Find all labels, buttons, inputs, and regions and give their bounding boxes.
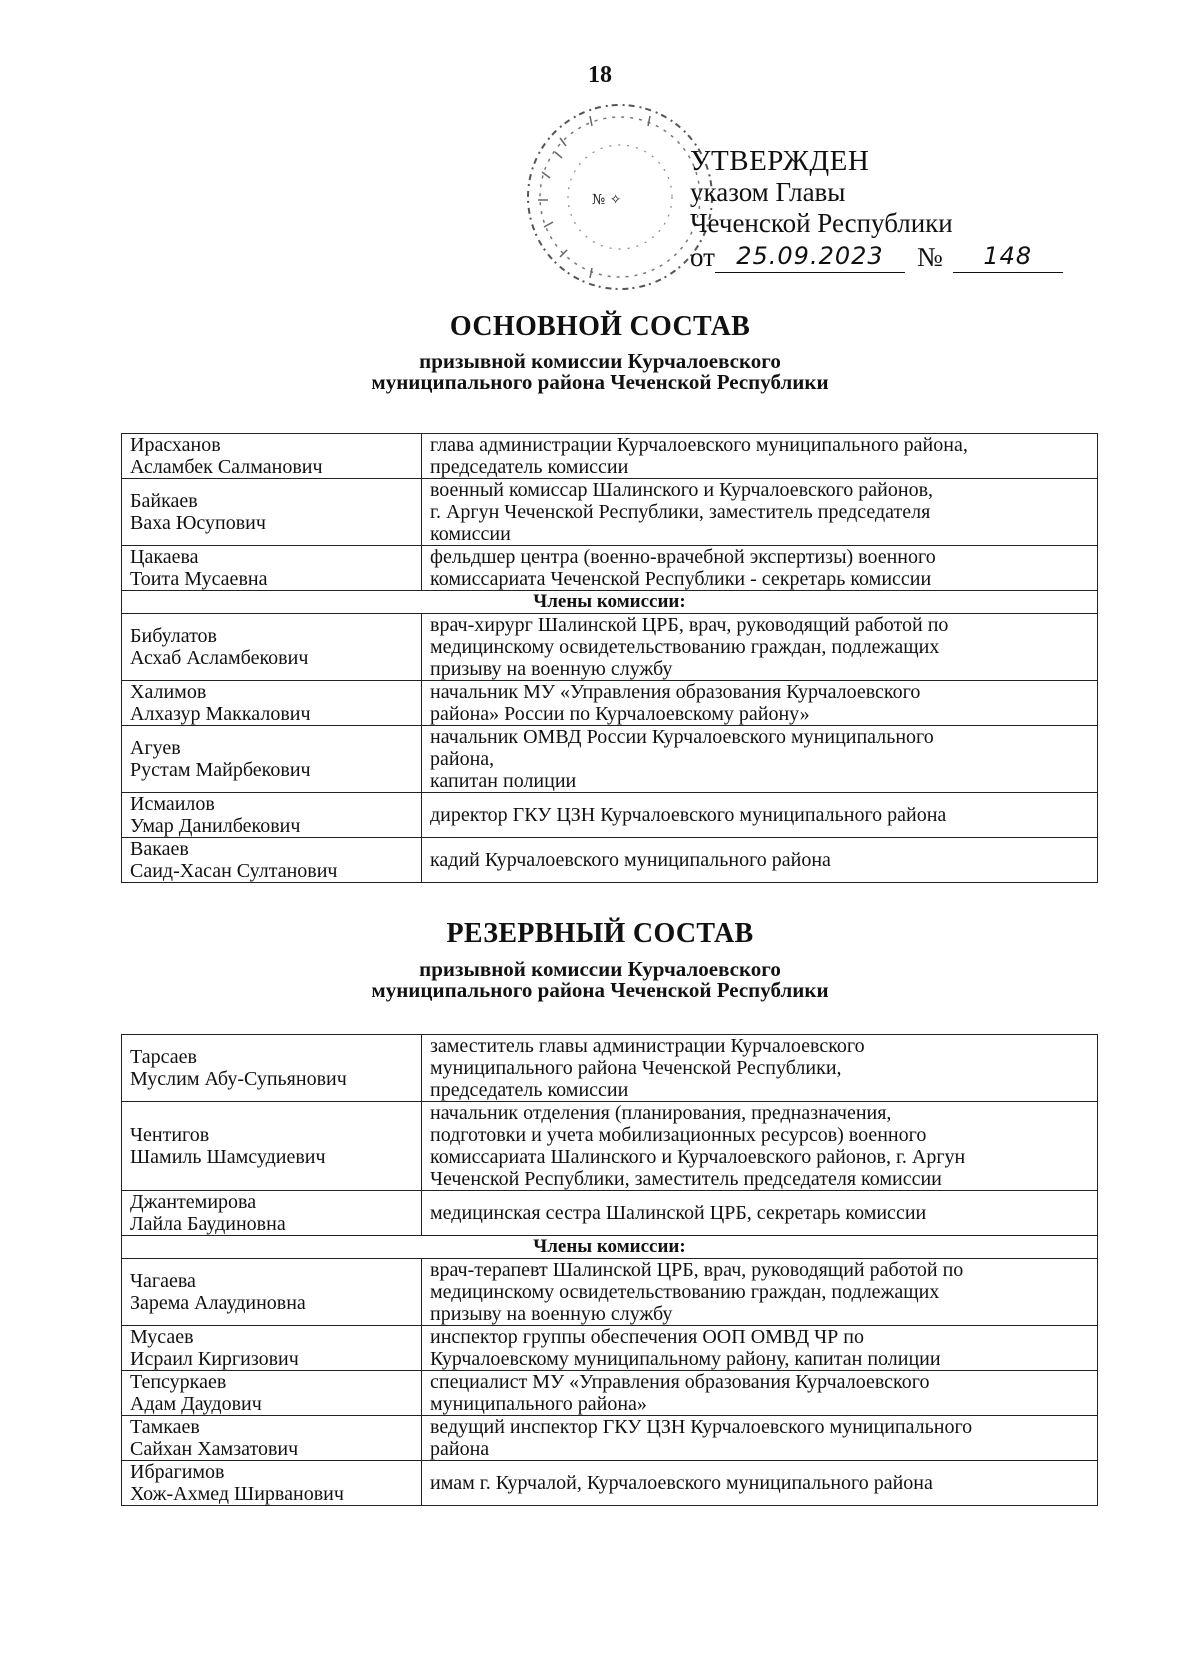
member-role-line: начальник отделения (планирования, предназначения, [430, 1102, 892, 1124]
member-role-line: муниципального района Чеченской Республики, [430, 1057, 842, 1079]
table-row [122, 1416, 1098, 1461]
member-role-cell [422, 1416, 1098, 1461]
member-given-name: Адам Даудович [130, 1393, 262, 1415]
member-given-name: Ваха Юсупович [130, 512, 266, 534]
member-role-line: комиссии [430, 523, 511, 545]
member-given-name: Лайла Баудиновна [130, 1213, 286, 1235]
member-surname: Цакаева [130, 546, 199, 568]
number-sign: № [916, 242, 943, 272]
table-row [122, 1326, 1098, 1371]
member-name-cell [122, 1035, 422, 1102]
member-role-line: военный комиссар Шалинского и Курчалоевского районов, [430, 479, 934, 501]
member-name-cell [122, 1259, 422, 1326]
main-composition-table [121, 433, 1098, 883]
member-surname: Джантемирова [130, 1191, 257, 1213]
member-role-cell [422, 1191, 1098, 1236]
member-name-cell [122, 1191, 422, 1236]
table-row [122, 1371, 1098, 1416]
member-given-name: Асламбек Салманович [130, 456, 323, 478]
member-role-line: комиссариата Чеченской Республики - секретарь комиссии [430, 568, 932, 590]
member-role-line: подготовки и учета мобилизационных ресурсов) военного [430, 1124, 927, 1146]
member-role-line: председатель комиссии [430, 456, 629, 478]
member-role-cell [422, 1371, 1098, 1416]
member-role-line: капитан полиции [430, 770, 577, 792]
member-surname: Байкаев [130, 490, 198, 512]
table-row [122, 1035, 1098, 1102]
member-name-cell [122, 1416, 422, 1461]
member-role-line: призыву на военную службу [430, 658, 673, 680]
table-row [122, 434, 1098, 479]
member-role-line: специалист МУ «Управления образования Курчалоевского [430, 1371, 930, 1393]
member-given-name: Алхазур Маккалович [130, 703, 311, 725]
member-role-cell [422, 1461, 1098, 1506]
approval-block [690, 146, 1063, 273]
decree-date: 25.09.2023 [715, 241, 905, 273]
members-header: Члены комиссии: [122, 1236, 1098, 1259]
member-given-name: Умар Данилбекович [130, 815, 301, 837]
member-role-line: района» России по Курчалоевскому району» [430, 703, 810, 725]
member-role-line: г. Аргун Чеченской Республики, заместитель председателя [430, 501, 931, 523]
member-role-line: района, [430, 748, 495, 770]
member-role-line: директор ГКУ ЦЗН Курчалоевского муниципального района [430, 804, 947, 826]
member-surname: Тепсуркаев [130, 1371, 227, 1393]
member-role-cell [422, 614, 1098, 681]
member-role-line: Чеченской Республики, заместитель председателя комиссии [430, 1168, 942, 1190]
member-role-cell [422, 793, 1098, 838]
table-row [122, 1102, 1098, 1191]
reserve-composition-title: РЕЗЕРВНЫЙ СОСТАВ [446, 918, 754, 949]
member-name-cell [122, 546, 422, 591]
reserve-composition-table [121, 1034, 1098, 1506]
members-header-row [122, 591, 1098, 614]
member-name-cell [122, 434, 422, 479]
member-role-line: инспектор группы обеспечения ООП ОМВД ЧР по [430, 1326, 864, 1348]
member-name-cell [122, 681, 422, 726]
member-role-line: начальник МУ «Управления образования Курчалоевского [430, 681, 921, 703]
member-given-name: Сайхан Хамзатович [130, 1438, 299, 1460]
member-role-line: начальник ОМВД России Курчалоевского муниципального [430, 726, 934, 748]
member-role-cell [422, 1326, 1098, 1371]
member-given-name: Саид-Хасан Султанович [130, 860, 338, 882]
member-role-cell [422, 1259, 1098, 1326]
table-row [122, 681, 1098, 726]
member-name-cell [122, 1371, 422, 1416]
member-given-name: Асхаб Асламбекович [130, 647, 309, 669]
approval-line-decree: указом Главы [690, 177, 846, 207]
table-row [122, 1259, 1098, 1326]
table-row [122, 726, 1098, 793]
member-role-line: глава администрации Курчалоевского муниципального района, [430, 434, 968, 456]
member-given-name: Хож-Ахмед Ширванович [130, 1483, 344, 1505]
member-role-line: фельдшер центра (военно-врачебной экспертизы) военного [430, 546, 936, 568]
member-surname: Агуев [130, 737, 181, 759]
main-composition-subtitle-2: муниципального района Чеченской Республики [371, 370, 829, 394]
decree-number: 148 [953, 241, 1063, 273]
member-surname: Тамкаев [130, 1416, 200, 1438]
member-role-line: Курчалоевскому муниципальному району, капитан полиции [430, 1348, 941, 1370]
member-role-cell [422, 838, 1098, 883]
members-header-row [122, 1236, 1098, 1259]
member-role-line: имам г. Курчалой, Курчалоевского муниципального района [430, 1472, 933, 1494]
table-row [122, 614, 1098, 681]
table-row [122, 546, 1098, 591]
member-given-name: Тоита Мусаевна [130, 568, 268, 590]
approval-line-republic: Чеченской Республики [690, 208, 953, 238]
member-surname: Чентигов [130, 1124, 210, 1146]
member-name-cell [122, 479, 422, 546]
member-surname: Бибулатов [130, 625, 217, 647]
member-role-line: призыву на военную службу [430, 1303, 673, 1325]
main-composition-title: ОСНОВНОЙ СОСТАВ [449, 311, 751, 342]
member-role-line: медицинскому освидетельствованию граждан, подлежащих [430, 636, 940, 658]
reserve-composition-subtitle-2: муниципального района Чеченской Республики [371, 978, 829, 1002]
table-row [122, 793, 1098, 838]
member-surname: Чагаева [130, 1270, 196, 1292]
member-role-line: комиссариата Шалинского и Курчалоевского районов, г. Аргун [430, 1146, 966, 1168]
member-role-line: заместитель главы администрации Курчалоевского [430, 1035, 865, 1057]
page-number: 18 [588, 62, 612, 88]
member-surname: Вакаев [130, 838, 189, 860]
table-row [122, 1191, 1098, 1236]
member-role-cell [422, 726, 1098, 793]
member-role-line: медицинская сестра Шалинской ЦРБ, секретарь комиссии [430, 1202, 927, 1224]
member-given-name: Шамиль Шамсудиевич [130, 1146, 326, 1168]
main-composition-subtitle-1: призывной комиссии Курчалоевского [419, 349, 781, 373]
member-role-line: ведущий инспектор ГКУ ЦЗН Курчалоевского муниципального [430, 1416, 973, 1438]
table-row [122, 1461, 1098, 1506]
svg-text:№ ✧: № ✧ [592, 192, 622, 208]
member-role-cell [422, 546, 1098, 591]
member-role-cell [422, 1102, 1098, 1191]
member-role-cell [422, 1035, 1098, 1102]
member-given-name: Муслим Абу-Супьянович [130, 1068, 347, 1090]
approved-heading: УТВЕРЖДЕН [690, 145, 870, 177]
reserve-composition-subtitle-1: призывной комиссии Курчалоевского [419, 957, 781, 981]
member-surname: Ибрагимов [130, 1461, 225, 1483]
member-role-cell [422, 434, 1098, 479]
member-surname: Тарсаев [130, 1046, 197, 1068]
member-role-line: врач-терапевт Шалинской ЦРБ, врач, руководящий работой по [430, 1259, 964, 1281]
member-role-line: врач-хирург Шалинской ЦРБ, врач, руководящий работой по [430, 614, 949, 636]
table-row [122, 479, 1098, 546]
member-role-line: кадий Курчалоевского муниципального района [430, 849, 831, 871]
from-label: от [690, 242, 715, 272]
member-role-cell [422, 681, 1098, 726]
approval-dateline [690, 241, 1063, 273]
member-name-cell [122, 726, 422, 793]
members-header: Члены комиссии: [122, 591, 1098, 614]
member-name-cell [122, 1461, 422, 1506]
table-row [122, 838, 1098, 883]
member-role-cell [422, 479, 1098, 546]
member-role-line: медицинскому освидетельствованию граждан, подлежащих [430, 1281, 940, 1303]
member-surname: Ирасханов [130, 434, 221, 456]
member-surname: Исмаилов [130, 793, 215, 815]
member-role-line: муниципального района» [430, 1393, 647, 1415]
member-role-line: председатель комиссии [430, 1079, 629, 1101]
member-given-name: Рустам Майрбекович [130, 759, 311, 781]
member-name-cell [122, 793, 422, 838]
member-name-cell [122, 1102, 422, 1191]
member-name-cell [122, 614, 422, 681]
member-given-name: Зарема Алаудиновна [130, 1292, 306, 1314]
member-surname: Халимов [130, 681, 207, 703]
member-role-line: района [430, 1438, 490, 1460]
member-surname: Мусаев [130, 1326, 194, 1348]
member-given-name: Исраил Киргизович [130, 1348, 299, 1370]
member-name-cell [122, 838, 422, 883]
member-name-cell [122, 1326, 422, 1371]
